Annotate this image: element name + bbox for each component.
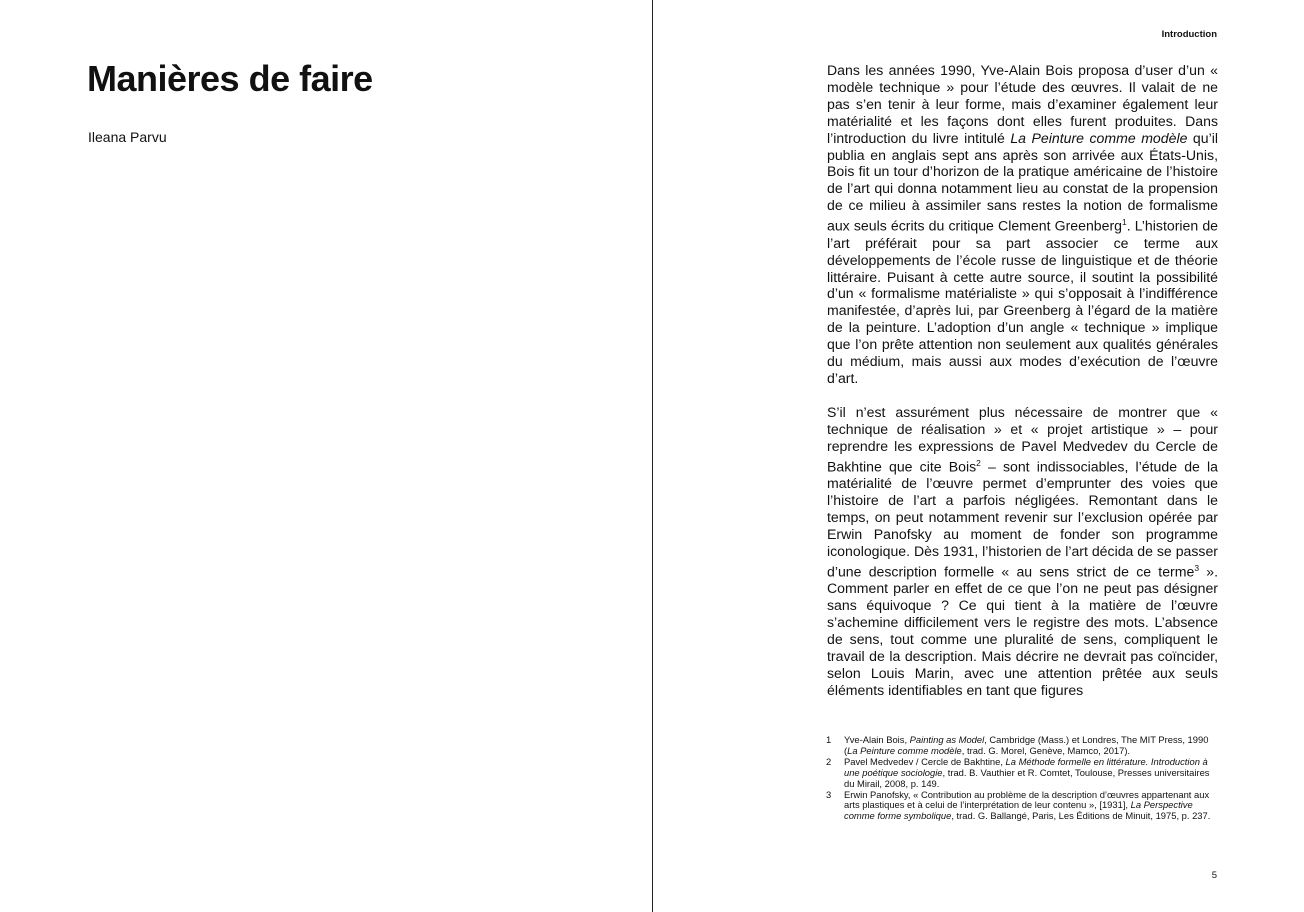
footnote [826,735,1218,757]
footnote-ref: 3 [1194,562,1200,573]
footnote-number: 3 [826,788,832,800]
page-title: Manières de faire [87,58,373,99]
text-run: . L’historien de l’art préférait pour sa part associer ce terme aux développements de l’école russe de linguistique et de théorie littéraire. Puisant à cette autre source, il soutint la possibilité d’un « formalisme matérialiste » qui s’opposait à l’indifférence manifestée, d’après lui, par Greenberg à l’égard de la matière de la peinture. L’adoption d’un angle « technique » implique que l’on prête attention non seulement aux qualités générales du médium, mais aussi aux modes d’exécution de l’œuvre d’art. [827,217,1218,386]
text-run: – sont indissociables, l’étude de la matérialité de l’œuvre permet d’emprunter des voies que l’histoire de l’art a parfois négligées. Remontant dans le temps, on peut notamment revenir sur l’exclusion opérée par Erwin Panofsky au moment de fonder son programme iconologique. Dès 1931, l’historien de l’art décida de se passer d’une description formelle « au sens strict de ce terme [827,458,1218,580]
footnote-run: Pavel Medvedev / Cercle de Bakhtine, [844,755,1006,767]
footnote-ref: 2 [976,457,981,468]
footnote-run: , trad. B. Vauthier et R. Comtet, Toulouse, Presses universitaires du Mirail, 2008, p. 149. [844,766,1210,789]
right-page [653,0,1304,912]
footnote-number: 1 [826,734,832,745]
footnote-italic: La Perspective comme forme symbolique [844,799,1193,822]
footnote-text [844,735,1218,757]
footnote [826,757,1218,790]
footnote-run: Erwin Panofsky, « Contribution au problème de la description d’œuvres appartenant aux arts plastiques et à celui de l’interprétation de leur contenu », [1931], [844,788,1210,811]
text-run: ». Comment parler en effet de ce que l’on ne peut pas désigner sans équivoque ? Ce qui tient à la matière de l’œuvre s’achemine difficilement vers le registre des mots. L’absence de sens, tout comme une pluralité de sens, compliquent le travail de la description. Mais décrire ne devrait pas coïncider, selon Louis Marin, avec une attention prêtée aux seuls éléments identifiables en tant que figures [827,563,1218,698]
footnote [826,790,1218,823]
footnotes [826,735,1218,822]
page-number: 5 [1211,870,1217,881]
body-text [827,62,1218,699]
text-run: Dans les années 1990, Yve-Alain Bois proposa d’user d’un « modèle technique » pour l’étude des œuvres. Il valait de ne pas s’en tenir à leur forme, mais d’examiner également leur matérialité et les façons dont elles furent produites. Dans l’introduction du livre intitulé [827,62,1218,146]
footnote-ref: 1 [1122,217,1127,228]
text-run: S’il n’est assurément plus nécessaire de montrer que « technique de réalisation » et « projet artistique » – pour reprendre les expressions de Pavel Medvedev du Cercle de Bakhtine que cite Bois [827,403,1218,475]
footnote-italic: La Peinture comme modèle [847,744,962,756]
footnote-text [844,790,1218,823]
footnote-number: 2 [826,755,832,767]
footnote-text [844,757,1218,790]
running-head: Introduction [1161,29,1217,40]
footnote-run: , trad. G. Morel, Genève, Mamco, 2017). [961,744,1131,756]
text-italic: La Peinture comme modèle [1010,129,1188,146]
body-paragraph [827,404,1218,699]
footnote-italic: Painting as Model [909,734,985,745]
footnote-run: Yve-Alain Bois, [844,734,910,745]
footnote-run: , trad. G. Ballangé, Paris, Les Éditions de Minuit, 1975, p. 237. [951,810,1211,822]
footnote-italic: La Méthode formelle en littérature. Introduction à une poétique sociologie [844,755,1208,778]
text-run: qu’il publia en anglais sept ans après son arrivée aux États-Unis, Bois fit un tour d’horizon de la pratique américaine de l’histoire de l’art qui donna notamment lieu au constat de la propension de ce milieu à assimiler sans restes la notion de formalisme aux seuls écrits du critique Clement Greenberg [827,129,1218,234]
footnote-run: , Cambridge (Mass.) et Londres, The MIT Press, 1990 ( [844,734,1209,756]
body-paragraph [827,62,1218,387]
author-name: Ileana Parvu [88,129,167,145]
